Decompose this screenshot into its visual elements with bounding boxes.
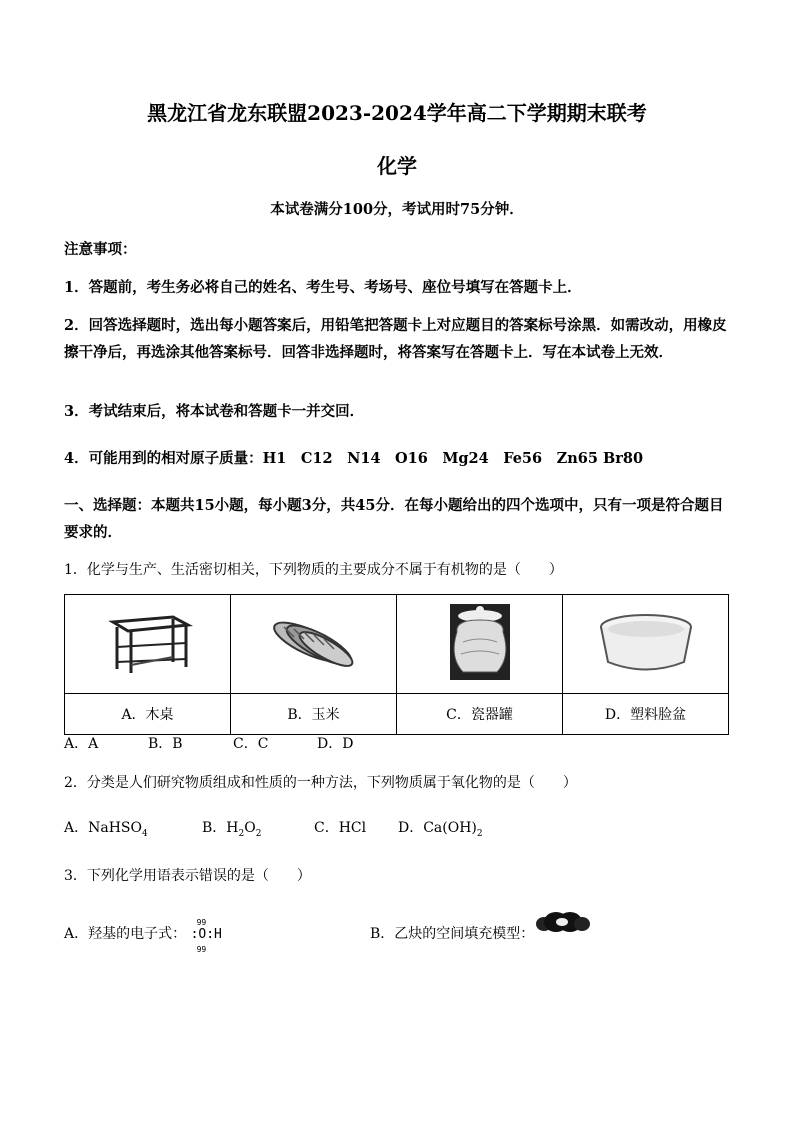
caption-a: A．木桌 [65, 694, 231, 735]
q3-option-a[interactable] [64, 918, 251, 954]
q1-image-table [64, 594, 729, 735]
q1-option-c[interactable]: C．C [233, 736, 269, 752]
q2-option-a[interactable]: A．NaHSO$_4$ [64, 820, 148, 839]
note-item-2: 2．回答选择题时，选出每小题答案后，用铅笔把答题卡上对应题目的答案标号涂黑．如需改动，用橡皮擦干净后，再选涂其他答案标号．回答非选择题时，将答案写在答题卡上．写在本试卷上无效． [64, 317, 727, 361]
exam-title: 黑龙江省龙东联盟2023-2024学年高二下学期期末联考 [147, 101, 647, 125]
q3-option-b-label: B．乙炔的空间填充模型： [370, 926, 535, 942]
q1-option-b[interactable]: B．B [148, 736, 183, 752]
q2-options [64, 818, 483, 844]
notes-heading: 注意事项： [64, 241, 137, 258]
caption-c: C．瓷器罐 [397, 694, 563, 735]
acetylene-space-filling-model [534, 910, 594, 940]
q2-option-b[interactable]: B．$H_2O_2$ [202, 820, 262, 839]
caption-b: B．玉米 [231, 694, 397, 735]
exam-info: 本试卷满分100分，考试用时75分钟． [270, 201, 524, 218]
wooden-table-image [65, 595, 231, 694]
plastic-basin-image [563, 595, 729, 694]
note-item-1: 1．答题前，考生务必将自己的姓名、考生号、考场号、座位号填写在答题卡上． [64, 279, 582, 296]
q1-option-d[interactable]: D．D [317, 736, 354, 752]
corn-image [231, 595, 397, 694]
q2-option-d[interactable]: D．$Ca(OH)_2$ [398, 820, 483, 839]
caption-d: D．塑料脸盆 [563, 694, 729, 735]
porcelain-jar-image [397, 595, 563, 694]
q2-stem: 2．分类是人们研究物质组成和性质的一种方法，下列物质属于氧化物的是（ ） [64, 775, 577, 791]
q1-option-a[interactable]: A．A [64, 736, 99, 752]
q3-stem: 3．下列化学用语表示错误的是（ ） [64, 868, 311, 884]
q3-option-b[interactable] [370, 924, 534, 944]
q1-options [64, 734, 353, 754]
section1-heading: 一、选择题：本题共15小题，每小题3分，共45分．在每小题给出的四个选项中，只有一项是符合题目要求的． [64, 497, 724, 541]
q1-stem: 1．化学与生产、生活密切相关，下列物质的主要成分不属于有机物的是（ ） [64, 562, 563, 578]
q2-option-c[interactable]: C．HCl [314, 820, 367, 836]
q3-option-a-label: A．羟基的电子式： [64, 926, 187, 942]
note-item-4: 4．可能用到的相对原子质量：H1 C12 N14 O16 Mg24 Fe56 Zn65 Br80 [64, 450, 644, 467]
hydroxyl-electron-formula: 99 :O:H 99 [190, 918, 222, 954]
subject-title: 化学 [377, 154, 417, 178]
note-item-3: 3．考试结束后，将本试卷和答题卡一并交回． [64, 403, 365, 420]
